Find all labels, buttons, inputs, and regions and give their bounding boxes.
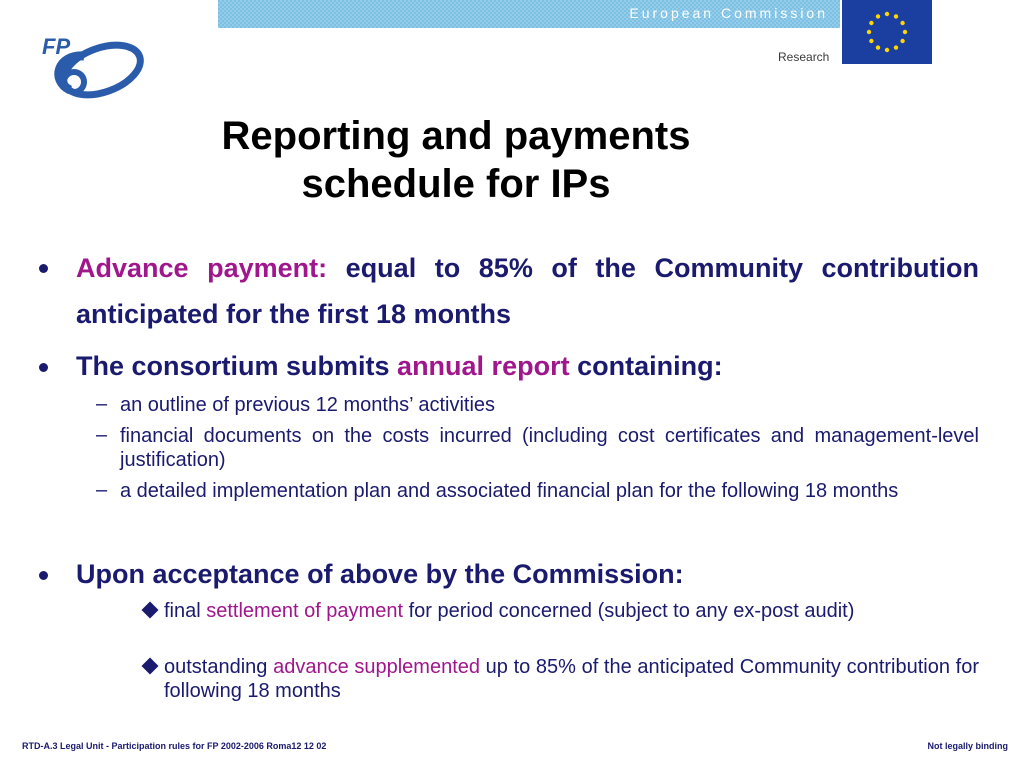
settlement-highlight: settlement of payment <box>206 600 404 622</box>
outstanding-suffix: up to 85% of the anticipated Community contribution for following 18 months <box>164 656 979 702</box>
consortium-prefix: The consortium submits <box>76 351 398 381</box>
title-line-2: schedule for IPs <box>301 162 611 206</box>
diamond-icon <box>142 602 159 619</box>
dash-icon: – <box>96 424 108 446</box>
research-label: Research <box>778 50 830 64</box>
bullet-dot-icon <box>39 264 48 273</box>
outstanding-highlight: advance supplemented <box>273 656 480 678</box>
consortium-suffix: containing: <box>569 351 723 381</box>
european-commission-banner <box>218 0 840 28</box>
title-line-1: Reporting and payments <box>221 114 691 158</box>
bullet-advance-payment <box>76 245 979 337</box>
bullet-dot-icon <box>39 571 48 580</box>
annual-report-highlight: annual report <box>397 351 570 381</box>
eu-flag-icon <box>842 0 932 64</box>
footer-disclaimer: Not legally binding <box>927 741 1008 751</box>
bullet-dot-icon <box>39 363 48 372</box>
sub-item-settlement <box>164 599 979 623</box>
footer-source: RTD-A.3 Legal Unit - Participation rules for FP 2002-2006 Roma12 12 02 <box>22 741 327 751</box>
bullet-acceptance: Upon acceptance of above by the Commission: <box>76 559 684 589</box>
page-title <box>0 112 912 208</box>
sub-item-outstanding <box>164 655 979 703</box>
settlement-prefix: final <box>164 600 207 622</box>
diamond-icon <box>142 658 159 675</box>
sub-item-plan: a detailed implementation plan and associated financial plan for the following 18 months <box>120 480 899 502</box>
dash-icon: – <box>96 479 108 501</box>
advance-payment-text: equal to 85% of the Community contribution anticipated for the first 18 months <box>76 253 979 329</box>
sub-item-financial: financial documents on the costs incurred (including cost certificates and management-level justification) <box>120 425 979 471</box>
bullet-consortium <box>76 343 979 389</box>
sub-item-outline: an outline of previous 12 months’ activities <box>120 394 496 416</box>
advance-payment-highlight: Advance payment: <box>76 253 328 283</box>
fp6-logo <box>40 32 150 102</box>
outstanding-prefix: outstanding <box>164 656 274 678</box>
banner-text: European Commission <box>629 5 828 21</box>
fp-logo-text: FP <box>42 34 71 59</box>
settlement-suffix: for period concerned (subject to any ex-post audit) <box>403 600 855 622</box>
dash-icon: – <box>96 393 108 415</box>
